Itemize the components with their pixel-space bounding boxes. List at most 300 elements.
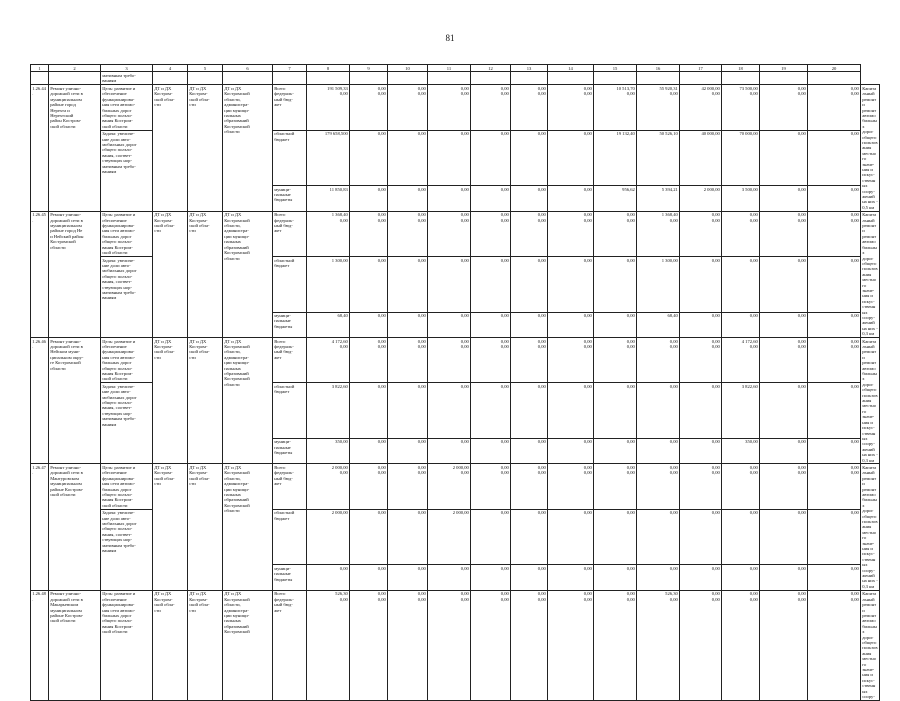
entry-goal: Цель: развитие и обеспечение функционирова- ния сети автомо- бильных дорог общего пользо- вания Костром- ской области (101, 85, 153, 130)
amount-cell (594, 438, 637, 464)
amount-cell (388, 438, 428, 464)
amount-value: 0,00 (850, 131, 859, 137)
amount-value: 0,00 (500, 217, 509, 223)
amount-value: 0,00 (711, 439, 720, 445)
empty-cell (511, 72, 548, 85)
amount-cell (680, 565, 722, 591)
amount-value: 0,00 (583, 217, 592, 223)
amount-value: 0,00 (583, 596, 592, 602)
amount-value: 0,00 (537, 257, 546, 263)
amount-value: 0,00 (460, 344, 469, 349)
amount-value: 350,00 (745, 439, 758, 445)
amount-value: 0,00 (797, 439, 806, 445)
amount-value: 0,00 (377, 464, 386, 470)
amount-value: 0,00 (626, 591, 635, 597)
amount-value: 0,00 (626, 596, 635, 602)
empty-cell (223, 72, 273, 85)
amount-value: 0,00 (626, 91, 635, 97)
amount-value: 0,00 (500, 591, 509, 597)
amount-value: 0,00 (377, 212, 386, 218)
amount-value: 0,00 (797, 217, 806, 223)
amount-cell (594, 509, 637, 565)
amount-cell (680, 130, 722, 186)
amount-cell (388, 186, 428, 212)
amount-value: 0,00 (583, 313, 592, 318)
amount-cell (722, 130, 760, 186)
column-number-4: 4 (153, 65, 188, 72)
amount-cell (511, 186, 548, 212)
amount-cell (307, 565, 350, 591)
amount-value: 0,00 (711, 510, 720, 516)
amount-cell (307, 464, 350, 509)
amount-value: 0,00 (377, 596, 386, 602)
amount-value: 0,00 (711, 464, 720, 470)
amount-value: 0,00 (797, 313, 806, 318)
amount-cell (637, 257, 680, 313)
responsible-executor: ДТ и ДХ Костром- ской обла- сти (153, 85, 188, 211)
amount-value: 0,00 (537, 510, 546, 516)
amount-value: 0,00 (537, 212, 546, 218)
amount-cell (548, 383, 594, 439)
amount-value: 0,00 (339, 344, 348, 349)
amount-value: 0,00 (377, 257, 386, 263)
program-row (31, 85, 880, 130)
amount-value: 0,00 (460, 131, 469, 137)
amount-value: 0,00 (583, 186, 592, 192)
amount-cell (428, 312, 471, 338)
funding-source: Всего федераль- ный бюд- жет (273, 211, 307, 256)
empty-cell (594, 72, 637, 85)
amount-value: 0,00 (669, 217, 678, 223)
amount-value: 2 000,00 (452, 510, 469, 516)
amount-value: 0,00 (537, 596, 546, 602)
amount-value: 0,00 (460, 186, 469, 192)
amount-value: 0,00 (850, 383, 859, 389)
amount-value: 0,00 (797, 338, 806, 344)
entry-name: Ремонт улично- дорожной сети в Мантуровском муниципальном районе Костром- ской области (49, 464, 101, 590)
amount-value: 0,00 (537, 217, 546, 223)
amount-value: 0,00 (377, 439, 386, 445)
amount-value: 0,00 (377, 344, 386, 349)
amount-cell (428, 438, 471, 464)
amount-value: 0,00 (626, 464, 635, 470)
amount-value: 1 368,40 (331, 212, 348, 218)
amount-cell (307, 438, 350, 464)
amount-cell (722, 186, 760, 212)
amount-value: 0,00 (537, 591, 546, 597)
amount-value: 0,00 (500, 313, 509, 318)
funding-source: муници- пальные бюджеты (273, 186, 307, 212)
column-number-14: 14 (548, 65, 594, 72)
amount-value: 0,00 (797, 510, 806, 516)
participants: ДТ и ДХ Костромской области, администра- ции муници- пальных образований Костромской области (223, 211, 273, 337)
amount-cell (307, 383, 350, 439)
program-row (31, 590, 880, 700)
amount-cell (637, 438, 680, 464)
amount-value: 0,00 (850, 344, 859, 349)
amount-cell (637, 130, 680, 186)
amount-cell (350, 85, 388, 130)
amount-cell (680, 438, 722, 464)
amount-value: 179 658,500 (324, 131, 348, 137)
entry-goal: Цель: развитие и обеспечение функционирова- ния сети автомо- бильных дорог общего пользо- вания Костром- ской области (101, 464, 153, 509)
amount-value: 0,00 (500, 85, 509, 91)
amount-cell (350, 590, 388, 700)
amount-cell (511, 464, 548, 509)
amount-cell (637, 590, 680, 700)
amount-value: 5 394,21 (661, 186, 678, 192)
program-row (31, 211, 880, 256)
amount-value: 0,00 (583, 510, 592, 516)
amount-value: 0,00 (377, 591, 386, 597)
amount-value: 0,00 (749, 464, 758, 470)
amount-cell (388, 509, 428, 565)
amount-value: 70 000,00 (739, 131, 758, 137)
amount-value: 0,00 (339, 91, 348, 97)
empty-cell (188, 72, 223, 85)
amount-cell (428, 211, 471, 256)
amount-cell (594, 85, 637, 130)
amount-cell (594, 186, 637, 212)
participants: ДТ и ДХ Костромской области, администра- ции муници- пальных образований Костромской (223, 590, 273, 700)
funding-source: Всего федераль- ный бюд- жет (273, 464, 307, 509)
amount-value: 0,00 (669, 464, 678, 470)
empty-cell (153, 72, 188, 85)
entry-goal: Цель: развитие и обеспечение функционирова- ния сети автомо- бильных дорог общего пользо- вания Костром- ской области (101, 211, 153, 256)
amount-cell (680, 590, 722, 700)
amount-value: 0,00 (417, 383, 426, 389)
funding-source: муници- пальные бюджеты (273, 565, 307, 591)
amount-cell (428, 383, 471, 439)
funding-source: областной бюджет (273, 509, 307, 565)
amount-value: 40 000,00 (701, 131, 720, 137)
amount-cell (722, 211, 760, 256)
responsible-executor: ДТ и ДХ Костром- ской обла- сти (153, 464, 188, 590)
amount-cell (594, 590, 637, 700)
amount-value: 0,00 (626, 439, 635, 445)
amount-value: 0,00 (797, 257, 806, 263)
amount-value: 0,00 (537, 470, 546, 476)
amount-cell (637, 312, 680, 338)
amount-value: 0,00 (797, 131, 806, 137)
amount-value: 0,00 (850, 91, 859, 97)
empty-cell (388, 72, 428, 85)
amount-cell (548, 257, 594, 313)
funding-source: Всего федераль- ный бюд- жет (273, 590, 307, 700)
amount-value: 73 500,00 (739, 85, 758, 91)
column-number-1: 1 (31, 65, 49, 72)
amount-cell (388, 590, 428, 700)
amount-cell (307, 338, 350, 383)
amount-cell (350, 338, 388, 383)
amount-cell (471, 338, 511, 383)
column-number-16: 16 (637, 65, 680, 72)
amount-value: 0,00 (711, 338, 720, 344)
amount-value: 0,00 (749, 313, 758, 318)
amount-value: 956,62 (622, 186, 635, 192)
funding-source: Всего федераль- ный бюд- жет (273, 85, 307, 130)
amount-cell (760, 130, 808, 186)
amount-value: 0,00 (500, 344, 509, 349)
amount-cell (511, 590, 548, 700)
amount-cell (722, 338, 760, 383)
amount-value: 0,00 (626, 344, 635, 349)
amount-value: 0,00 (537, 91, 546, 97)
amount-cell (350, 130, 388, 186)
entry-task: Задача: увеличе- ние доли авто- мобильных дорог общего пользо- вания, соответ- ствующих нор- мативным требо- ваниям (101, 130, 153, 211)
amount-cell (471, 438, 511, 464)
amount-cell (760, 383, 808, 439)
amount-value: 0,00 (460, 470, 469, 476)
amount-cell (307, 85, 350, 130)
amount-cell (471, 85, 511, 130)
amount-value: 0,00 (797, 596, 806, 602)
amount-value: 3 822,60 (331, 383, 348, 389)
amount-cell (511, 257, 548, 313)
amount-value: 0,00 (500, 212, 509, 218)
amount-value: 2 000,00 (703, 186, 720, 192)
amount-cell (760, 257, 808, 313)
amount-cell (594, 312, 637, 338)
amount-value: 0,00 (417, 510, 426, 516)
amount-value: 0,00 (749, 470, 758, 476)
amount-value: 0,00 (417, 91, 426, 97)
amount-value: 0,00 (749, 212, 758, 218)
amount-value: 1 368,40 (661, 212, 678, 218)
amount-value: 0,00 (583, 383, 592, 389)
amount-cell (808, 257, 861, 313)
funding-source: муници- пальные бюджеты (273, 312, 307, 338)
amount-value: 0,00 (537, 344, 546, 349)
co-executor: ДТ и ДХ Костром- ской обла- сти (188, 211, 223, 337)
page-number: 81 (445, 33, 455, 43)
amount-cell (428, 464, 471, 509)
amount-cell (680, 383, 722, 439)
amount-value: 350,00 (335, 439, 348, 445)
amount-cell (511, 312, 548, 338)
expected-result: Капитальный ремонт и ремонт автомобильных дорог общего пользования местного значе- ния и искус- ственных соору- (862, 591, 878, 699)
amount-cell (808, 383, 861, 439)
amount-value: 0,00 (626, 470, 635, 476)
amount-cell (637, 85, 680, 130)
amount-cell (511, 85, 548, 130)
empty-cell (760, 72, 808, 85)
entry-name: Ремонт улично- дорожной сети в муниципальном районе город Нерехта и Нерехтский район Костром- ской области (49, 85, 101, 211)
amount-value: 0,00 (377, 186, 386, 192)
amount-cell (722, 565, 760, 591)
amount-value: 0,00 (626, 565, 635, 571)
amount-value: 0,00 (711, 217, 720, 223)
amount-cell (548, 338, 594, 383)
amount-value: 0,00 (500, 470, 509, 476)
amount-cell (511, 565, 548, 591)
amount-cell (808, 590, 861, 700)
amount-cell (808, 464, 861, 509)
amount-cell (307, 130, 350, 186)
amount-value: 0,00 (711, 591, 720, 597)
amount-value: 0,00 (537, 313, 546, 318)
amount-value: 0,00 (339, 596, 348, 602)
amount-cell (594, 130, 637, 186)
responsible-executor: ДТ и ДХ Костром- ской обла- сти (153, 211, 188, 337)
amount-value: 0,00 (377, 565, 386, 571)
amount-value: 4 172,60 (331, 338, 348, 344)
amount-value: 0,00 (417, 338, 426, 344)
amount-cell (722, 85, 760, 130)
amount-value: 3 500,00 (741, 186, 758, 192)
amount-value: 0,00 (583, 470, 592, 476)
amount-value: 0,00 (669, 91, 678, 97)
responsible-executor: ДТ и ДХ Костром- ской обла- сти (153, 590, 188, 700)
amount-value: 0,00 (797, 383, 806, 389)
amount-value: 0,00 (500, 565, 509, 571)
amount-value: 0,00 (537, 565, 546, 571)
amount-value: 0,00 (850, 596, 859, 602)
amount-value: 0,00 (850, 338, 859, 344)
entry-id: 1.26.47. (31, 464, 49, 590)
amount-value: 0,00 (377, 338, 386, 344)
amount-cell (511, 383, 548, 439)
amount-value: 0,00 (797, 565, 806, 571)
amount-value: 0,00 (749, 344, 758, 349)
entry-id: 1.26.45. (31, 211, 49, 337)
amount-value: 0,00 (460, 596, 469, 602)
amount-cell (471, 509, 511, 565)
amount-value: 0,00 (626, 212, 635, 218)
amount-value: 0,00 (537, 439, 546, 445)
amount-value: 0,00 (749, 217, 758, 223)
amount-cell (637, 186, 680, 212)
amount-cell (471, 186, 511, 212)
amount-value: 0,00 (583, 212, 592, 218)
amount-cell (548, 590, 594, 700)
amount-cell (471, 211, 511, 256)
empty-cell (31, 72, 49, 85)
amount-value: 0,00 (377, 470, 386, 476)
amount-value: 0,00 (711, 596, 720, 602)
column-number-19: 19 (760, 65, 808, 72)
program-row (31, 338, 880, 383)
amount-value: 68,40 (337, 313, 348, 318)
amount-value: 0,00 (339, 470, 348, 476)
amount-value: 0,00 (669, 439, 678, 445)
amount-value: 2 000,00 (452, 464, 469, 470)
amount-cell (511, 130, 548, 186)
amount-cell (548, 565, 594, 591)
amount-value: 0,00 (417, 344, 426, 349)
funding-source: Всего федераль- ный бюд- жет (273, 338, 307, 383)
co-executor: ДТ и ДХ Костром- ской обла- сти (188, 590, 223, 700)
amount-value: 0,00 (711, 344, 720, 349)
entry-id: 1.26.48. (31, 590, 49, 700)
amount-value: 0,00 (500, 464, 509, 470)
column-number-13: 13 (511, 65, 548, 72)
amount-value: 0,00 (500, 439, 509, 445)
amount-cell (722, 509, 760, 565)
amount-cell (680, 509, 722, 565)
amount-cell (428, 186, 471, 212)
amount-cell (680, 85, 722, 130)
amount-cell (388, 464, 428, 509)
amount-cell (511, 338, 548, 383)
amount-value: 4 172,60 (741, 338, 758, 344)
amount-value: 0,00 (711, 257, 720, 263)
amount-cell (548, 464, 594, 509)
amount-cell (594, 464, 637, 509)
amount-value: 10 513,70 (616, 85, 635, 91)
entry-id: 1.26.44. (31, 85, 49, 211)
amount-cell (808, 130, 861, 186)
amount-cell (548, 509, 594, 565)
amount-value: 0,00 (583, 85, 592, 91)
amount-value: 0,00 (460, 439, 469, 445)
amount-cell (722, 438, 760, 464)
amount-cell (722, 590, 760, 700)
amount-cell (680, 186, 722, 212)
amount-value: 0,00 (711, 313, 720, 318)
amount-value: 0,00 (749, 510, 758, 516)
amount-cell (548, 85, 594, 130)
amount-value: 526,30 (335, 591, 348, 597)
entry-name: Ремонт улично- дорожной сети в Макарьевском муниципальном районе Костром- ской области (49, 590, 101, 700)
amount-value: 0,00 (850, 186, 859, 192)
amount-cell (760, 438, 808, 464)
amount-value: 0,00 (339, 565, 348, 571)
empty-cell (471, 72, 511, 85)
column-number-18: 18 (722, 65, 760, 72)
amount-value: 0,00 (417, 217, 426, 223)
entry-name: Ремонт улично- дорожной сети в Нейском муни- ципальном окру- ге Костромской области (49, 338, 101, 464)
amount-cell (388, 312, 428, 338)
amount-value: 0,00 (417, 186, 426, 192)
amount-cell (722, 383, 760, 439)
amount-cell (808, 186, 861, 212)
amount-cell (350, 312, 388, 338)
amount-cell (808, 312, 861, 338)
amount-cell (548, 438, 594, 464)
column-number-6: 6 (223, 65, 273, 72)
amount-cell (350, 257, 388, 313)
amount-cell (637, 464, 680, 509)
amount-cell (594, 338, 637, 383)
amount-cell (808, 438, 861, 464)
amount-cell (388, 565, 428, 591)
amount-cell (307, 186, 350, 212)
amount-value: 1 300,00 (661, 257, 678, 263)
amount-value: 2 000,00 (331, 464, 348, 470)
amount-value: 526,30 (665, 591, 678, 597)
amount-value: 0,00 (669, 338, 678, 344)
amount-cell (760, 509, 808, 565)
amount-cell (307, 257, 350, 313)
co-executor: ДТ и ДХ Костром- ской обла- сти (188, 338, 223, 464)
funding-source: муници- пальные бюджеты (273, 438, 307, 464)
amount-cell (511, 509, 548, 565)
amount-value: 0,00 (669, 565, 678, 571)
amount-cell (428, 590, 471, 700)
amount-value: 50 526,10 (659, 131, 678, 137)
amount-value: 0,00 (417, 131, 426, 137)
amount-value: 0,00 (711, 91, 720, 97)
amount-value: 0,00 (417, 85, 426, 91)
amount-value: 11 850,83 (329, 186, 348, 192)
amount-value: 0,00 (583, 344, 592, 349)
empty-cell (350, 72, 388, 85)
amount-value: 0,00 (850, 212, 859, 218)
amount-value: 0,00 (749, 91, 758, 97)
amount-value: 55 920,31 (659, 85, 678, 91)
amount-value: 0,00 (850, 470, 859, 476)
